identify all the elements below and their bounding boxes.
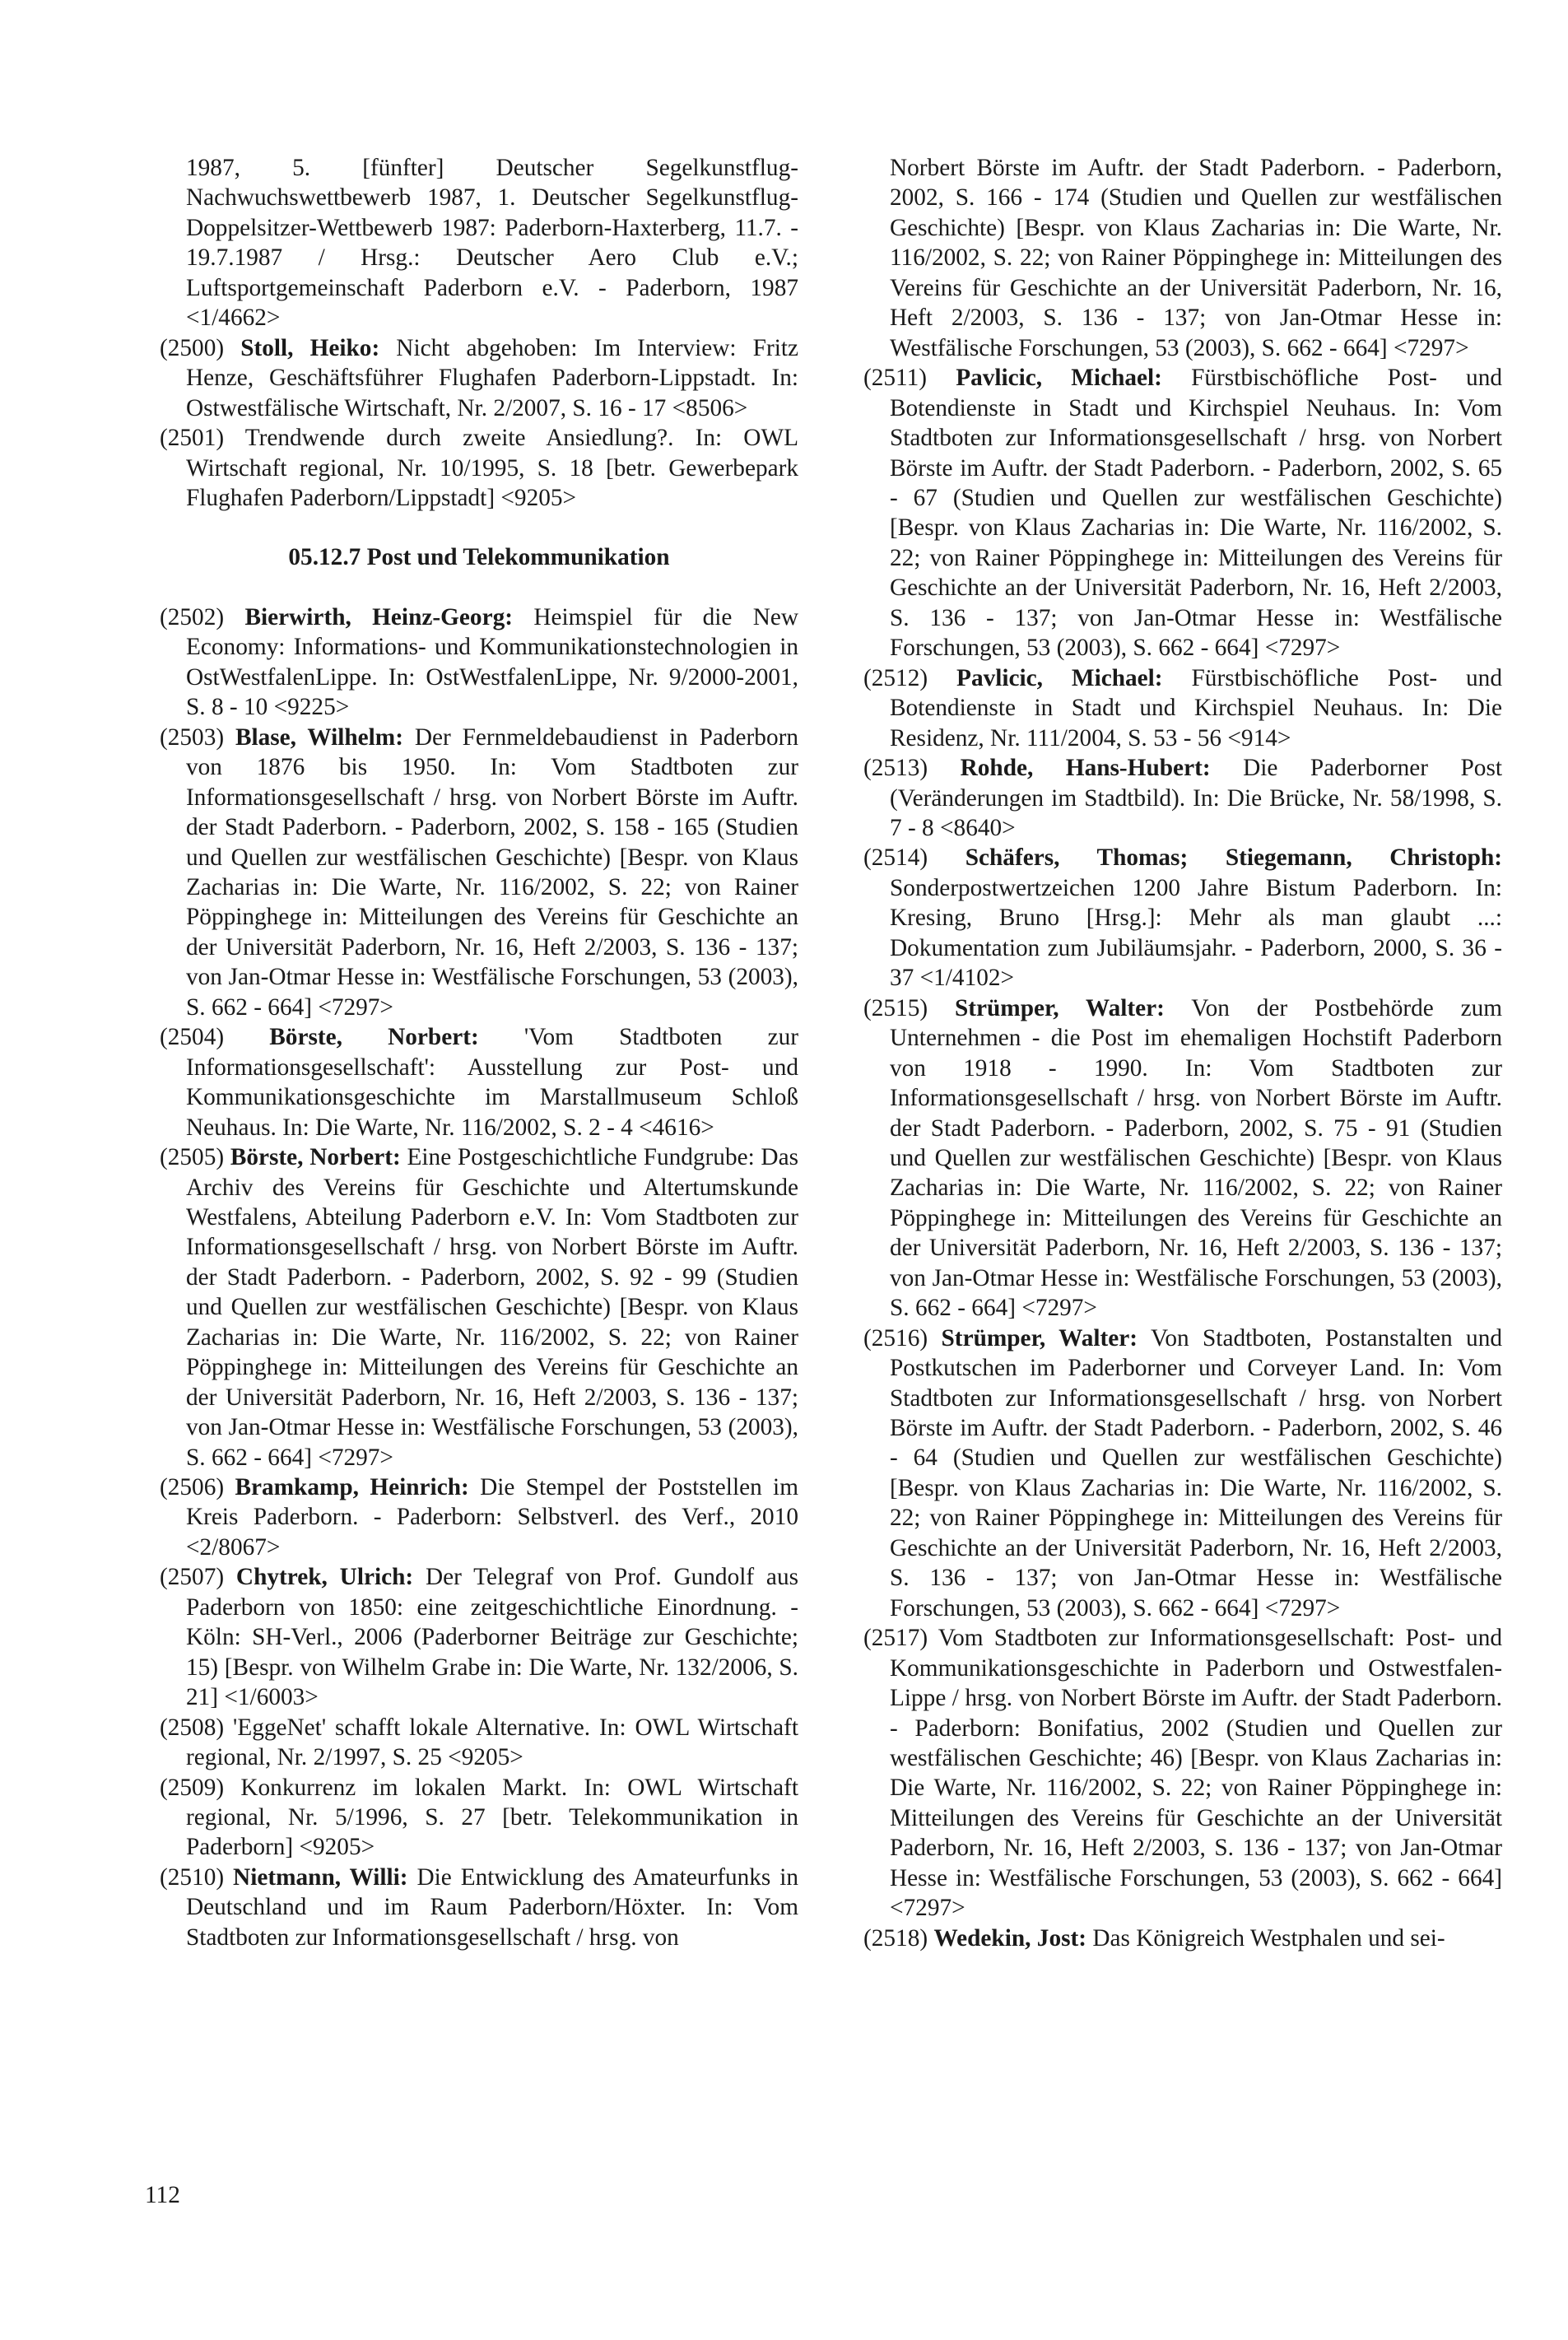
entry-text: Fürstbischöfliche Post- und Botendienste in Stadt und Kirchspiel Neuhaus. In: Die Residenz, Nr. 111/2004, S. 53 - 56 <914> bbox=[890, 664, 1502, 751]
entry-text: Die Entwicklung des Amateurfunks in Deutschland und im Raum Paderborn/Höxter. In: Vom Stadtboten zur Informationsgesellschaft / hrsg. von bbox=[186, 1863, 799, 1951]
bibliography-entry bbox=[160, 1562, 798, 1712]
bibliography-entry bbox=[160, 1773, 798, 1863]
entry-author: Rohde, Hans-Hubert: bbox=[960, 755, 1211, 782]
entry-text: Die Paderborner Post (Veränderungen im Stadtbild). In: Die Brücke, Nr. 58/1998, S. 7 - 8 <8640> bbox=[890, 755, 1502, 841]
entry-text: Von der Postbehörde zum Unternehmen - die Post im ehemaligen Hochstift Paderborn von 1918 - 1990. In: Vom Stadtboten zur Informationsgesellschaft / hrsg. von Norbert Börste im Auftr. der Stadt Paderborn. - Paderborn, 2002, S. 75 - 91 (Studien und Quellen zur westfälischen Geschichte) [Bespr. von Klaus Zacharias in: Die Warte, Nr. 116/2002, S. 22; von Rainer Pöppinghege in: Mitteilungen des Vereins für Geschichte an der Universität Paderborn, Nr. 16, Heft 2/2003, S. 136 - 137; von Jan-Otmar Hesse in: Westfälische Forschungen, 53 (2003), S. 662 - 664] <7297> bbox=[890, 994, 1503, 1322]
bibliography-entry bbox=[160, 723, 798, 1023]
entry-author: Börste, Norbert: bbox=[269, 1024, 479, 1051]
bibliography-entry bbox=[160, 1022, 798, 1142]
entry-number: (2510) bbox=[160, 1863, 225, 1891]
bibliography-entry bbox=[863, 1324, 1502, 1624]
bibliography-entry bbox=[863, 843, 1502, 993]
entry-text: Nicht abgehoben: Im Interview: Fritz Henze, Geschäftsführer Flughafen Paderborn-Lippstadt. In: Ostwestfälische Wirtschaft, Nr. 2/2007, S. 16 - 17 <8506> bbox=[186, 334, 798, 421]
entry-number: (2502) bbox=[160, 603, 225, 630]
entry-number: (2507) bbox=[160, 1564, 225, 1591]
entry-number: (2503) bbox=[160, 723, 225, 751]
entry-number: (2516) bbox=[863, 1324, 928, 1351]
entry-number: (2501) bbox=[160, 425, 225, 452]
entry-text: Der Telegraf von Prof. Gundolf aus Paderborn von 1850: eine zeitgeschichtliche Einordnung. - Köln: SH-Verl., 2006 (Paderborner Beiträge zur Geschichte; 15) [Bespr. von Wilhelm Grabe in: Die Warte, Nr. 132/2006, S. 21] <1/6003> bbox=[186, 1564, 798, 1711]
entry-author: Strümper, Walter: bbox=[954, 994, 1165, 1021]
entry-text: Vom Stadtboten zur Informationsgesellschaft: Post- und Kommunikationsgeschichte in Paderborn und Ostwestfalen-Lippe / hrsg. von Norbert Börste im Auftr. der Stadt Paderborn. - Paderborn: Bonifatius, 2002 (Studien und Quellen zur westfälischen Geschichte; 46) [Bespr. von Klaus Zacharias in: Die Warte, Nr. 116/2002, S. 22; von Rainer Pöppinghege in: Mitteilungen des Vereins für Geschichte an der Universität Paderborn, Nr. 16, Heft 2/2003, S. 136 - 137; von Jan-Otmar Hesse in: Westfälische Forschungen, 53 (2003), S. 662 - 664] <7297> bbox=[890, 1625, 1503, 1922]
page-number: 112 bbox=[145, 2182, 180, 2208]
entry-author: Schäfers, Thomas; Stiegemann, Christoph: bbox=[965, 844, 1502, 872]
entry-number: (2509) bbox=[160, 1774, 225, 1801]
section-heading: 05.12.7 Post und Telekommunikation bbox=[288, 544, 670, 571]
continued-entry: Norbert Börste im Auftr. der Stadt Paderborn. - Paderborn, 2002, S. 166 - 174 (Studien und Quellen zur westfälischen Geschichte) [Bespr. von Klaus Zacharias in: Die Warte, Nr. 116/2002, S. 22; von Rainer Pöppinghege in: Mitteilungen des Vereins für Geschichte an der Universität Paderborn, Nr. 16, Heft 2/2003, S. 136 - 137; von Jan-Otmar Hesse in: Westfälische Forschungen, 53 (2003), S. 662 - 664] <7297> bbox=[890, 155, 1502, 361]
bibliography-entry bbox=[160, 423, 798, 513]
bibliography-entry bbox=[160, 1713, 798, 1773]
bibliography-entry bbox=[863, 663, 1502, 753]
entry-text: 'Vom Stadtboten zur Informationsgesellschaft': Ausstellung zur Post- und Kommunikationsgeschichte im Marstallmuseum Schloß Neuhaus. In: Die Warte, Nr. 116/2002, S. 2 - 4 <4616> bbox=[186, 1024, 798, 1141]
entry-author: Blase, Wilhelm: bbox=[235, 723, 403, 751]
bibliography-entry bbox=[160, 333, 798, 423]
entry-author: Bierwirth, Heinz-Georg: bbox=[244, 603, 513, 630]
entry-text: Eine Postgeschichtliche Fundgrube: Das Archiv des Vereins für Geschichte und Altertumskunde Westfalens, Abteilung Paderborn e.V. In: Vom Stadtboten zur Informationsgesellschaft / hrsg. von Norbert Börste im Auftr. der Stadt Paderborn. - Paderborn, 2002, S. 92 - 99 (Studien und Quellen zur westfälischen Geschichte) [Bespr. von Klaus Zacharias in: Die Warte, Nr. 116/2002, S. 22; von Rainer Pöppinghege in: Mitteilungen des Vereins für Geschichte an der Universität Paderborn, Nr. 16, Heft 2/2003, S. 136 - 137; von Jan-Otmar Hesse in: Westfälische Forschungen, 53 (2003), S. 662 - 664] <7297> bbox=[186, 1144, 798, 1471]
entry-author: Strümper, Walter: bbox=[941, 1324, 1138, 1351]
bibliography-entry bbox=[863, 1924, 1502, 1953]
entry-number: (2513) bbox=[863, 755, 928, 782]
entry-text: Fürstbischöfliche Post- und Botendienste in Stadt und Kirchspiel Neuhaus. In: Vom Stadtboten zur Informationsgesellschaft / hrsg. von Norbert Börste im Auftr. der Stadt Paderborn. - Paderborn, 2002, S. 65 - 67 (Studien und Quellen zur westfälischen Geschichte) [Bespr. von Klaus Zacharias in: Die Warte, Nr. 116/2002, S. 22; von Rainer Pöppinghege in: Mitteilungen des Vereins für Geschichte an der Universität Paderborn, Nr. 16, Heft 2/2003, S. 136 - 137; von Jan-Otmar Hesse in: Westfälische Forschungen, 53 (2003), S. 662 - 664] <7297> bbox=[890, 365, 1502, 662]
entry-text: Trendwende durch zweite Ansiedlung?. In: OWL Wirtschaft regional, Nr. 10/1995, S. 18 [betr. Gewerbepark Flughafen Paderborn/Lippstadt] <9205> bbox=[186, 425, 799, 511]
entry-text: 'EggeNet' schafft lokale Alternative. In: OWL Wirtschaft regional, Nr. 2/1997, S. 25 <9205> bbox=[186, 1714, 798, 1771]
entry-author: Pavlicic, Michael: bbox=[956, 365, 1162, 392]
entry-number: (2508) bbox=[160, 1714, 225, 1741]
entry-number: (2500) bbox=[160, 334, 225, 361]
bibliography-entry bbox=[863, 993, 1502, 1324]
entry-author: Wedekin, Jost: bbox=[933, 1924, 1087, 1952]
entry-number: (2514) bbox=[863, 844, 928, 872]
bibliography-entry bbox=[863, 753, 1502, 843]
entry-text: Der Fernmeldebaudienst in Paderborn von 1876 bis 1950. In: Vom Stadtboten zur Informationsgesellschaft / hrsg. von Norbert Börste im Auftr. der Stadt Paderborn. - Paderborn, 2002, S. 158 - 165 (Studien und Quellen zur westfälischen Geschichte) [Bespr. von Klaus Zacharias in: Die Warte, Nr. 116/2002, S. 22; von Rainer Pöppinghege in: Mitteilungen des Vereins für Geschichte an der Universität Paderborn, Nr. 16, Heft 2/2003, S. 136 - 137; von Jan-Otmar Hesse in: Westfälische Forschungen, 53 (2003), S. 662 - 664] <7297> bbox=[186, 723, 799, 1021]
entry-number: (2515) bbox=[863, 994, 928, 1021]
entry-text: Konkurrenz im lokalen Markt. In: OWL Wirtschaft regional, Nr. 5/1996, S. 27 [betr. Telekommunikation in Paderborn] <9205> bbox=[186, 1774, 799, 1861]
entry-number: (2505) bbox=[160, 1144, 225, 1171]
entry-author: Nietmann, Willi: bbox=[233, 1863, 408, 1891]
entry-text: Sonderpostwertzeichen 1200 Jahre Bistum Paderborn. In: Kresing, Bruno [Hrsg.]: Mehr als man glaubt ...: Dokumentation zum Jubiläumsjahr. - Paderborn, 2000, S. 36 - 37 <1/4102> bbox=[890, 874, 1502, 992]
entry-text: Von Stadtboten, Postanstalten und Postkutschen im Paderborner und Corveyer Land. In: Vom Stadtboten zur Informationsgesellschaft / hrsg. von Norbert Börste im Auftr. der Stadt Paderborn. - Paderborn, 2002, S. 46 - 64 (Studien und Quellen zur westfälischen Geschichte) [Bespr. von Klaus Zacharias in: Die Warte, Nr. 116/2002, S. 22; von Rainer Pöppinghege in: Mitteilungen des Vereins für Geschichte an der Universität Paderborn, Nr. 16, Heft 2/2003, S. 136 - 137; von Jan-Otmar Hesse in: Westfälische Forschungen, 53 (2003), S. 662 - 664] <7297> bbox=[890, 1324, 1503, 1621]
entry-number: (2504) bbox=[160, 1024, 225, 1051]
entry-text: Heimspiel für die New Economy: Informations- und Kommunikationstechnologien in OstWestfalenLippe. In: OstWestfalenLippe, Nr. 9/2000-2001, S. 8 - 10 <9225> bbox=[186, 603, 799, 721]
continued-entry: 1987, 5. [fünfter] Deutscher Segelkunstflug-Nachwuchswettbewerb 1987, 1. Deutscher Segelkunstflug-Doppelsitzer-Wettbewerb 1987: Paderborn-Haxterberg, 11.7. - 19.7.1987 / Hrsg.: Deutscher Aero Club e.V.; Luftsportgemeinschaft Paderborn e.V. - Paderborn, 1987 <1/4662> bbox=[186, 155, 798, 332]
entry-text: Die Stempel der Poststellen im Kreis Paderborn. - Paderborn: Selbstverl. des Verf., 2010 <2/8067> bbox=[186, 1474, 798, 1561]
entry-author: Bramkamp, Heinrich: bbox=[235, 1474, 469, 1501]
entry-author: Börste, Norbert: bbox=[230, 1144, 401, 1171]
right-column bbox=[863, 153, 1502, 1953]
entry-number: (2512) bbox=[863, 664, 928, 691]
bibliography-entry bbox=[863, 363, 1502, 663]
entry-number: (2518) bbox=[863, 1924, 928, 1952]
entry-number: (2506) bbox=[160, 1474, 225, 1501]
entry-number: (2511) bbox=[863, 365, 928, 392]
bibliography-entry bbox=[160, 602, 798, 723]
entry-author: Stoll, Heiko: bbox=[240, 334, 380, 361]
entry-number: (2517) bbox=[863, 1625, 928, 1652]
bibliography-entry bbox=[160, 1863, 798, 1952]
bibliography-entry bbox=[863, 1623, 1502, 1924]
entry-text: Das Königreich Westphalen und sei- bbox=[1092, 1924, 1445, 1952]
entry-author: Pavlicic, Michael: bbox=[956, 664, 1163, 691]
left-column bbox=[160, 153, 798, 1952]
bibliography-entry bbox=[160, 1472, 798, 1562]
bibliography-entry bbox=[160, 1142, 798, 1472]
entry-author: Chytrek, Ulrich: bbox=[235, 1564, 414, 1591]
